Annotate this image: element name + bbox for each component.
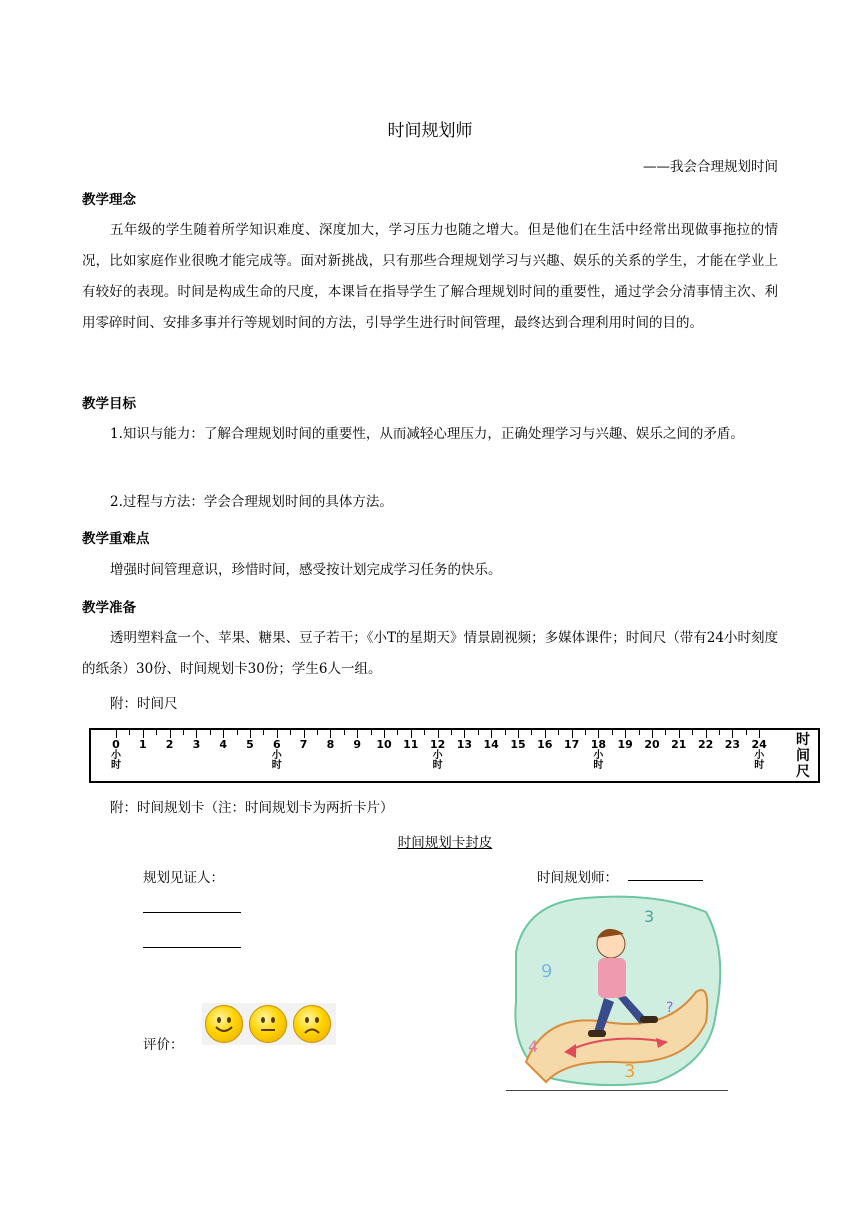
ruler-unit-label: 小时 bbox=[754, 750, 765, 771]
ruler-tick bbox=[263, 730, 264, 735]
appendix-ruler-label: 附：时间尺 bbox=[110, 696, 178, 712]
ruler-tick bbox=[585, 730, 586, 735]
ruler-tick bbox=[598, 730, 599, 738]
ruler-tick bbox=[558, 730, 559, 735]
ruler-number: 2 bbox=[165, 738, 174, 751]
heading-key: 教学重难点 bbox=[82, 531, 150, 547]
heading-concept: 教学理念 bbox=[82, 192, 136, 208]
ruler-tick bbox=[424, 730, 425, 735]
prep-text: 透明塑料盒一个、苹果、糖果、豆子若干；《小T的星期天》情景剧视频；多媒体课件；时间尺（带有24小时刻度的纸条）30份、时间规划卡30份；学生6人一组。 bbox=[82, 630, 778, 677]
cover-title: 时间规划卡封皮 bbox=[397, 835, 493, 851]
appendix-card-label: 附：时间规划卡（注：时间规划卡为两折卡片） bbox=[110, 800, 394, 816]
ruler-number: 18 bbox=[590, 738, 607, 751]
ruler-number: 9 bbox=[353, 738, 362, 751]
ruler-number: 7 bbox=[299, 738, 308, 751]
ruler-tick bbox=[545, 730, 546, 738]
cover-illustration bbox=[506, 892, 728, 1091]
ruler-number: 13 bbox=[456, 738, 473, 751]
time-ruler bbox=[89, 728, 820, 783]
ruler-number: 24 bbox=[751, 738, 767, 751]
ruler-title bbox=[788, 730, 818, 781]
ruler-tick bbox=[531, 730, 532, 735]
witness-blank-1[interactable] bbox=[143, 912, 241, 913]
ruler-tick bbox=[719, 730, 720, 735]
ruler-title-text: 时间尺 bbox=[796, 732, 810, 780]
ruler-tick bbox=[759, 730, 760, 738]
ruler-tick bbox=[116, 730, 117, 738]
ruler-number: 10 bbox=[376, 738, 392, 751]
ruler-tick bbox=[143, 730, 144, 738]
ruler-unit-label: 小时 bbox=[593, 750, 604, 771]
ruler-unit-label: 小时 bbox=[111, 750, 121, 771]
ruler-tick bbox=[411, 730, 412, 738]
ruler-tick bbox=[625, 730, 626, 738]
ruler-number: 8 bbox=[326, 738, 335, 751]
ruler-tick bbox=[277, 730, 278, 738]
ruler-number: 15 bbox=[510, 738, 526, 751]
ruler-tick bbox=[371, 730, 372, 735]
ruler-tick bbox=[639, 730, 640, 735]
ruler-tick bbox=[612, 730, 613, 735]
ruler-tick bbox=[518, 730, 519, 738]
ruler-tick bbox=[196, 730, 197, 738]
ruler-tick bbox=[223, 730, 224, 738]
ruler-number: 5 bbox=[246, 738, 254, 751]
page-subtitle: ——我会合理规划时间 bbox=[643, 159, 778, 175]
ruler-tick bbox=[438, 730, 439, 738]
ruler-unit-label: 小时 bbox=[271, 750, 282, 771]
ruler-tick bbox=[290, 730, 291, 735]
ruler-number: 14 bbox=[483, 738, 499, 751]
svg-text:3: 3 bbox=[644, 907, 655, 926]
goal-item-2: 2.过程与方法：学会合理规划时间的具体方法。 bbox=[110, 494, 393, 510]
svg-text:?: ? bbox=[666, 1000, 674, 1016]
ruler-tick bbox=[170, 730, 171, 738]
ruler-tick bbox=[250, 730, 251, 738]
ruler-tick bbox=[464, 730, 465, 738]
svg-text:3: 3 bbox=[624, 1061, 636, 1082]
ruler-tick bbox=[491, 730, 492, 738]
ruler-tick bbox=[505, 730, 506, 735]
ruler-tick bbox=[478, 730, 479, 735]
ruler-number: 12 bbox=[429, 738, 446, 751]
witness-label: 规划见证人： bbox=[143, 870, 224, 886]
ruler-tick bbox=[156, 730, 157, 735]
ruler-number: 16 bbox=[537, 738, 553, 751]
ruler-tick bbox=[397, 730, 398, 735]
ruler-tick bbox=[304, 730, 305, 738]
ruler-unit-label: 小时 bbox=[432, 750, 443, 771]
ruler-number: 1 bbox=[138, 738, 147, 751]
svg-text:4: 4 bbox=[528, 1037, 539, 1056]
heading-goals: 教学目标 bbox=[82, 396, 136, 412]
ruler-number: 19 bbox=[617, 738, 633, 751]
ruler-number: 22 bbox=[697, 738, 714, 751]
ruler-tick bbox=[317, 730, 318, 735]
ruler-number: 4 bbox=[219, 738, 228, 751]
rating-faces bbox=[202, 1003, 336, 1045]
ruler-tick bbox=[210, 730, 211, 735]
ruler-tick bbox=[706, 730, 707, 738]
ruler-tick bbox=[652, 730, 653, 738]
ruler-tick bbox=[384, 730, 385, 738]
ruler-tick bbox=[357, 730, 358, 738]
ruler-tick bbox=[330, 730, 331, 738]
page-title: 时间规划师 bbox=[387, 121, 473, 141]
ruler-number: 0 bbox=[112, 738, 120, 751]
ruler-tick bbox=[183, 730, 184, 735]
ruler-tick bbox=[665, 730, 666, 735]
planner-label: 时间规划师： bbox=[537, 870, 618, 886]
planner-blank[interactable] bbox=[628, 880, 703, 881]
ruler-number: 20 bbox=[644, 738, 660, 751]
ruler-tick bbox=[129, 730, 130, 735]
ruler-tick bbox=[344, 730, 345, 735]
ruler-number: 3 bbox=[192, 738, 201, 751]
concept-text: 五年级的学生随着所学知识难度、深度加大，学习压力也随之增大。但是他们在生活中经常出现做事拖拉的情况，比如家庭作业很晚才能完成等。面对新挑战，只有那些合理规划学习与兴趣、娱乐的关系的学生，才能在学业上有较好的表现。时间是构成生命的尺度，本课旨在指导学生了解合理规划时间的重要性，通过学会分清事情主次、利用零碎时间、安排多事并行等规划时间的方法，引导学生进行时间管理，最终达到合理利用时间的目的。 bbox=[82, 222, 778, 331]
ruler-tick bbox=[746, 730, 747, 735]
ruler-number: 23 bbox=[724, 738, 741, 751]
ruler-number: 21 bbox=[671, 738, 687, 751]
svg-text:9: 9 bbox=[541, 961, 553, 982]
witness-blank-2[interactable] bbox=[143, 947, 241, 948]
goal-item-1: 1.知识与能力：了解合理规划时间的重要性，从而减轻心理压力，正确处理学习与兴趣、娱乐之间的矛盾。 bbox=[110, 426, 744, 442]
ruler-tick bbox=[451, 730, 452, 735]
sad-face-icon[interactable] bbox=[293, 1005, 331, 1043]
ruler-tick bbox=[237, 730, 238, 735]
ruler-tick bbox=[732, 730, 733, 738]
ruler-tick bbox=[679, 730, 680, 738]
smile-face-icon[interactable] bbox=[205, 1005, 243, 1043]
ruler-number: 11 bbox=[403, 738, 419, 751]
ruler-tick bbox=[572, 730, 573, 738]
neutral-face-icon[interactable] bbox=[249, 1005, 287, 1043]
ruler-number: 6 bbox=[272, 738, 281, 751]
heading-prep: 教学准备 bbox=[82, 600, 136, 616]
ruler-tick bbox=[692, 730, 693, 735]
key-text: 增强时间管理意识，珍惜时间，感受按计划完成学习任务的快乐。 bbox=[110, 562, 502, 578]
rating-label: 评价： bbox=[143, 1037, 184, 1053]
ruler-number: 17 bbox=[563, 738, 580, 751]
